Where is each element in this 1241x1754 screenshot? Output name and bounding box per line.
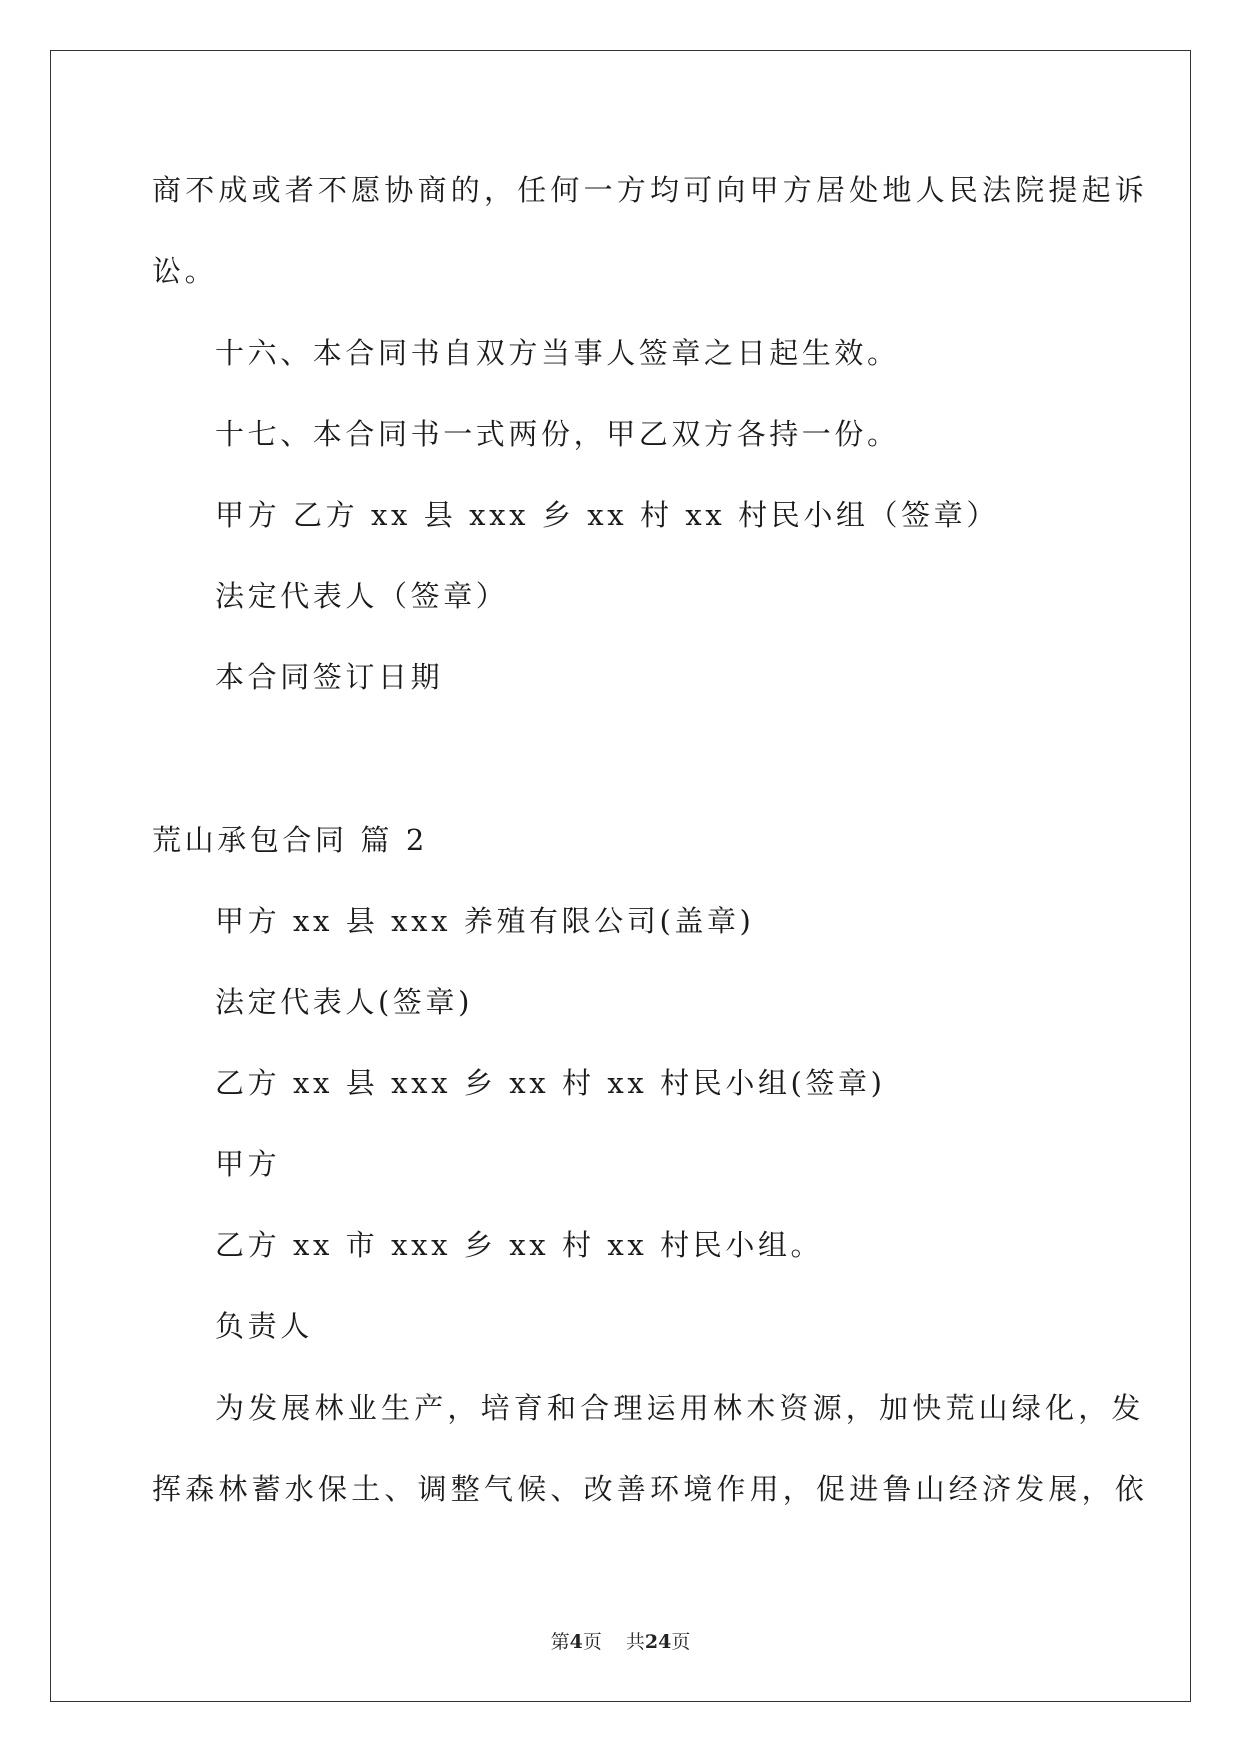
legal-representative-line: 法定代表人（签章） (215, 579, 509, 613)
total-prefix: 共 (625, 1631, 645, 1653)
page-suffix: 页 (582, 1631, 602, 1653)
party-b-line: 乙方 xx 市 xxx 乡 xx 村 xx 村民小组。 (215, 1228, 824, 1262)
page-footer (0, 1630, 1241, 1654)
page-prefix: 第 (550, 1631, 570, 1653)
legal-representative-line: 法定代表人(签章) (215, 985, 474, 1019)
responsible-person-label: 负责人 (215, 1309, 313, 1343)
page-border (50, 50, 1191, 1702)
party-b-line: 乙方 xx 县 xxx 乡 xx 村 xx 村民小组(签章) (215, 1066, 886, 1100)
page-number: 4 (569, 1631, 583, 1653)
total-pages: 24 (644, 1631, 672, 1653)
signing-date-line: 本合同签订日期 (215, 660, 444, 694)
signature-party-line: 甲方 乙方 xx 县 xxx 乡 xx 村 xx 村民小组（签章） (215, 498, 999, 532)
paragraph-line: 讼。 (152, 254, 218, 288)
total-suffix: 页 (671, 1631, 691, 1653)
section-heading: 荒山承包合同 篇 2 (152, 823, 428, 857)
clause-17: 十七、本合同书一式两份，甲乙双方各持一份。 (215, 417, 900, 451)
clause-16: 十六、本合同书自双方当事人签章之日起生效。 (215, 336, 900, 370)
paragraph-line: 为发展林业生产，培育和合理运用林木资源，加快荒山绿化，发 (215, 1391, 1145, 1425)
party-a-line: 甲方 xx 县 xxx 养殖有限公司(盖章) (215, 904, 755, 938)
party-a-label: 甲方 (215, 1147, 281, 1181)
paragraph-line: 挥森林蓄水保土、调整气候、改善环境作用，促进鲁山经济发展，依 (152, 1472, 1149, 1506)
paragraph-line: 商不成或者不愿协商的，任何一方均可向甲方居处地人民法院提起诉 (152, 173, 1149, 207)
